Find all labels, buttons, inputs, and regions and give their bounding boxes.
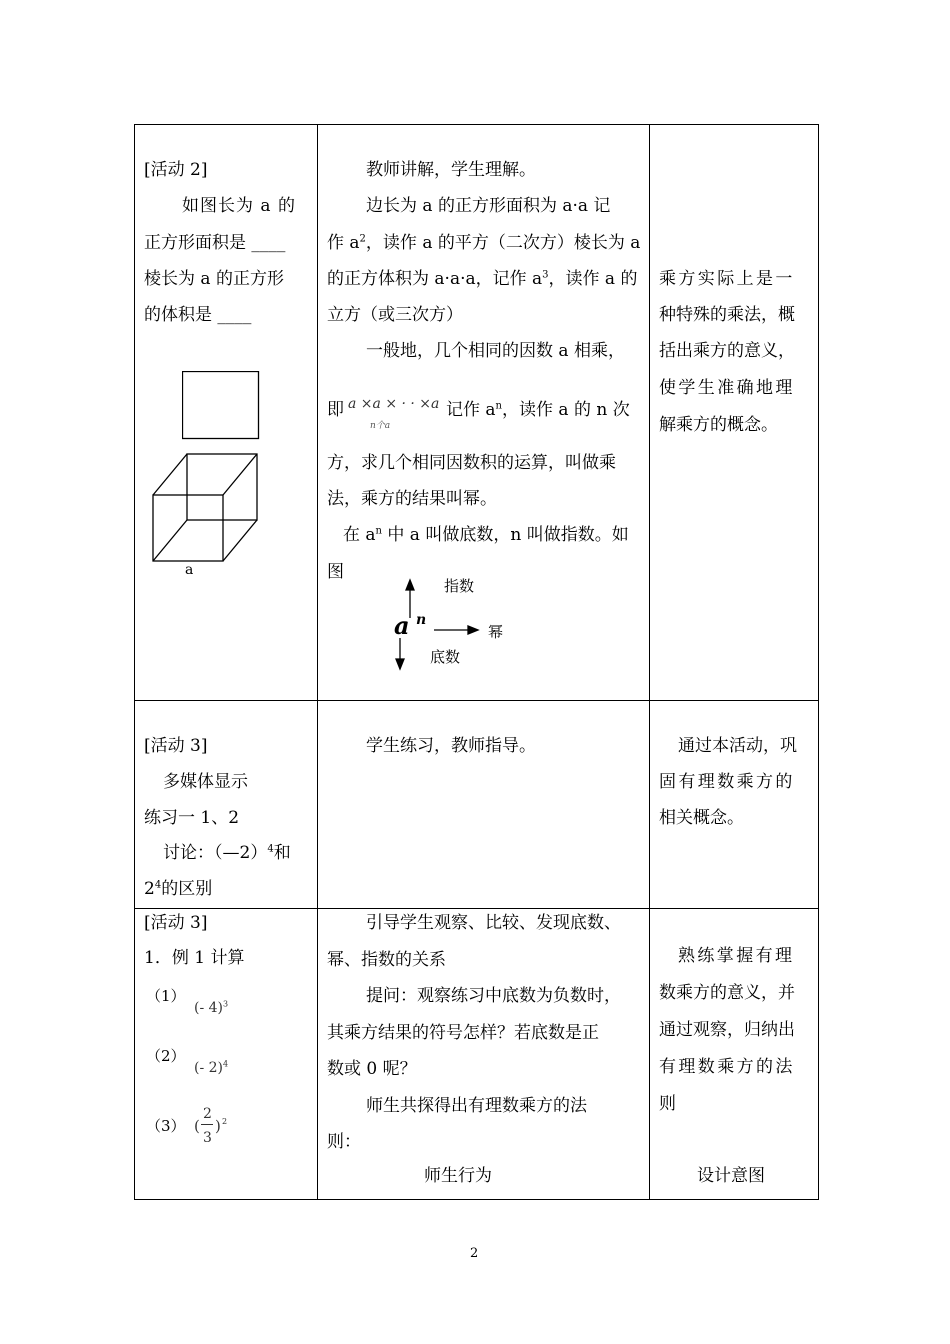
fraction-open-paren: ( (194, 1117, 200, 1135)
text-line: 通过本活动，巩 (678, 736, 797, 756)
text-line: 有理数乘方的法 (659, 1057, 795, 1077)
text-line: 使学生准确地理 (659, 378, 795, 398)
text-fragment: 中 a 叫做底数，n 叫做指数。如 (382, 525, 629, 545)
text-line: 乘方实际上是一 (659, 269, 795, 289)
power-label: 幂 (488, 623, 504, 641)
table-bottom-border (134, 1199, 819, 1200)
expression-base: (- 4) (194, 1000, 224, 1016)
column-footer-label: 设计意图 (697, 1166, 765, 1186)
text-line: 的体积是 ____ (144, 305, 252, 325)
column-divider-2 (649, 124, 650, 1200)
text-fragment: 的区别 (161, 879, 213, 899)
text-fragment: 即 (327, 400, 344, 420)
text-fragment: 记作 a (446, 400, 496, 420)
text-fragment: 在 a (343, 525, 376, 545)
fraction-close-paren: ) (215, 1117, 221, 1135)
text-fragment: ，读作 a 的 n 次 (502, 400, 630, 420)
text-line: 图 (327, 562, 344, 582)
text-line: 种特殊的乘法，概 (659, 305, 795, 325)
superscript: 2 (222, 1117, 228, 1126)
text-line (144, 879, 212, 899)
activity-title: [活动 3] (144, 736, 208, 756)
text-line: 则 (659, 1094, 676, 1114)
superscript: 4 (223, 1059, 229, 1069)
exponent-label: 指数 (444, 577, 475, 595)
text-line: 则： (327, 1132, 361, 1152)
text-line: 数或 0 呢？ (327, 1059, 417, 1079)
superscript: 2 (359, 233, 366, 245)
text-line: 固有理数乘方的 (659, 772, 795, 792)
square-figure (182, 371, 260, 441)
table-top-border (134, 124, 819, 125)
example-label: （1） (146, 987, 186, 1005)
text-line: 其乘方结果的符号怎样？若底数是正 (327, 1023, 599, 1043)
row-divider-2 (134, 908, 819, 909)
fraction-denominator: 3 (203, 1130, 212, 1146)
row-divider-1 (134, 700, 819, 701)
text-line: 括出乘方的意义， (659, 341, 795, 361)
text-line: 一般地，几个相同的因数 a 相乘， (366, 341, 625, 361)
superscript: n (495, 400, 502, 412)
superscript: 3 (542, 269, 549, 281)
text-line: 1．例 1 计算 (144, 948, 245, 968)
product-formula: a ×a × · · ×a (348, 396, 440, 412)
table-left-border (134, 124, 135, 1200)
text-fragment: 作 a (327, 233, 360, 253)
text-line: 解乘方的概念。 (659, 415, 778, 435)
base-label: 底数 (430, 648, 461, 666)
superscript: n (375, 525, 382, 537)
example-expression (194, 1058, 228, 1078)
column-divider-1 (317, 124, 318, 1200)
expression-base: (- 2) (194, 1060, 224, 1076)
text-fragment: 和 (273, 843, 291, 863)
page-number: 2 (470, 1246, 479, 1261)
text-line: 数乘方的意义，并 (659, 983, 795, 1003)
table-right-border (818, 124, 819, 1200)
text-line (163, 843, 291, 863)
activity-title: [活动 3] (144, 913, 208, 933)
example-label: （2） (146, 1047, 186, 1065)
text-line: 提问：观察练习中底数为负数时， (366, 986, 621, 1006)
power-exponent-letter: n (416, 612, 427, 628)
superscript: 4 (267, 843, 274, 855)
text-fragment: 讨论：（—2） (163, 843, 268, 863)
product-formula-underbrace: n个a (370, 421, 391, 431)
fraction-numerator: 2 (203, 1106, 212, 1122)
text-line: 如图长为 a 的 (182, 196, 296, 216)
superscript: 3 (223, 999, 229, 1009)
text-line: 立方（或三次方） (327, 305, 463, 325)
cube-edge-label: a (185, 562, 194, 578)
cube-figure (152, 453, 262, 565)
activity-title: [活动 2] (144, 160, 208, 180)
text-line: 熟练掌握有理 (678, 946, 795, 966)
text-line: 多媒体显示 (163, 772, 248, 792)
text-line: 方，求几个相同因数积的运算，叫做乘 (327, 453, 616, 473)
text-line: 相关概念。 (659, 808, 744, 828)
superscript: 4 (154, 879, 162, 891)
text-line: 法，乘方的结果叫幂。 (327, 489, 497, 509)
text-line (343, 525, 629, 545)
text-line: 棱长为 a 的正方形 (144, 269, 284, 289)
text-fragment: 2 (144, 879, 155, 899)
text-line: 通过观察，归纳出 (659, 1020, 795, 1040)
text-line: 边长为 a 的正方形面积为 a·a 记 (366, 196, 611, 216)
text-line: 引导学生观察、比较、发现底数、 (366, 913, 621, 933)
text-line: 幂、指数的关系 (327, 950, 446, 970)
column-footer-label: 师生行为 (424, 1166, 492, 1186)
text-line: 学生练习，教师指导。 (366, 736, 536, 756)
text-line (327, 269, 637, 289)
text-line (446, 400, 630, 420)
text-line: 练习一 1、2 (144, 808, 240, 828)
example-label: （3） (146, 1117, 186, 1135)
power-base-letter: a (394, 611, 410, 640)
text-line: 教师讲解，学生理解。 (366, 160, 536, 180)
fraction-bar (201, 1124, 213, 1125)
text-line (327, 233, 640, 253)
text-line: 师生共探得出有理数乘方的法 (366, 1096, 587, 1116)
example-expression (194, 998, 228, 1018)
text-fragment: ，读作 a 的 (548, 269, 638, 289)
text-line: 正方形面积是 ____ (144, 233, 286, 253)
text-fragment: 的正方体积为 a·a·a，记作 a (327, 269, 543, 289)
text-fragment: ，读作 a 的平方（二次方）棱长为 a (365, 233, 641, 253)
